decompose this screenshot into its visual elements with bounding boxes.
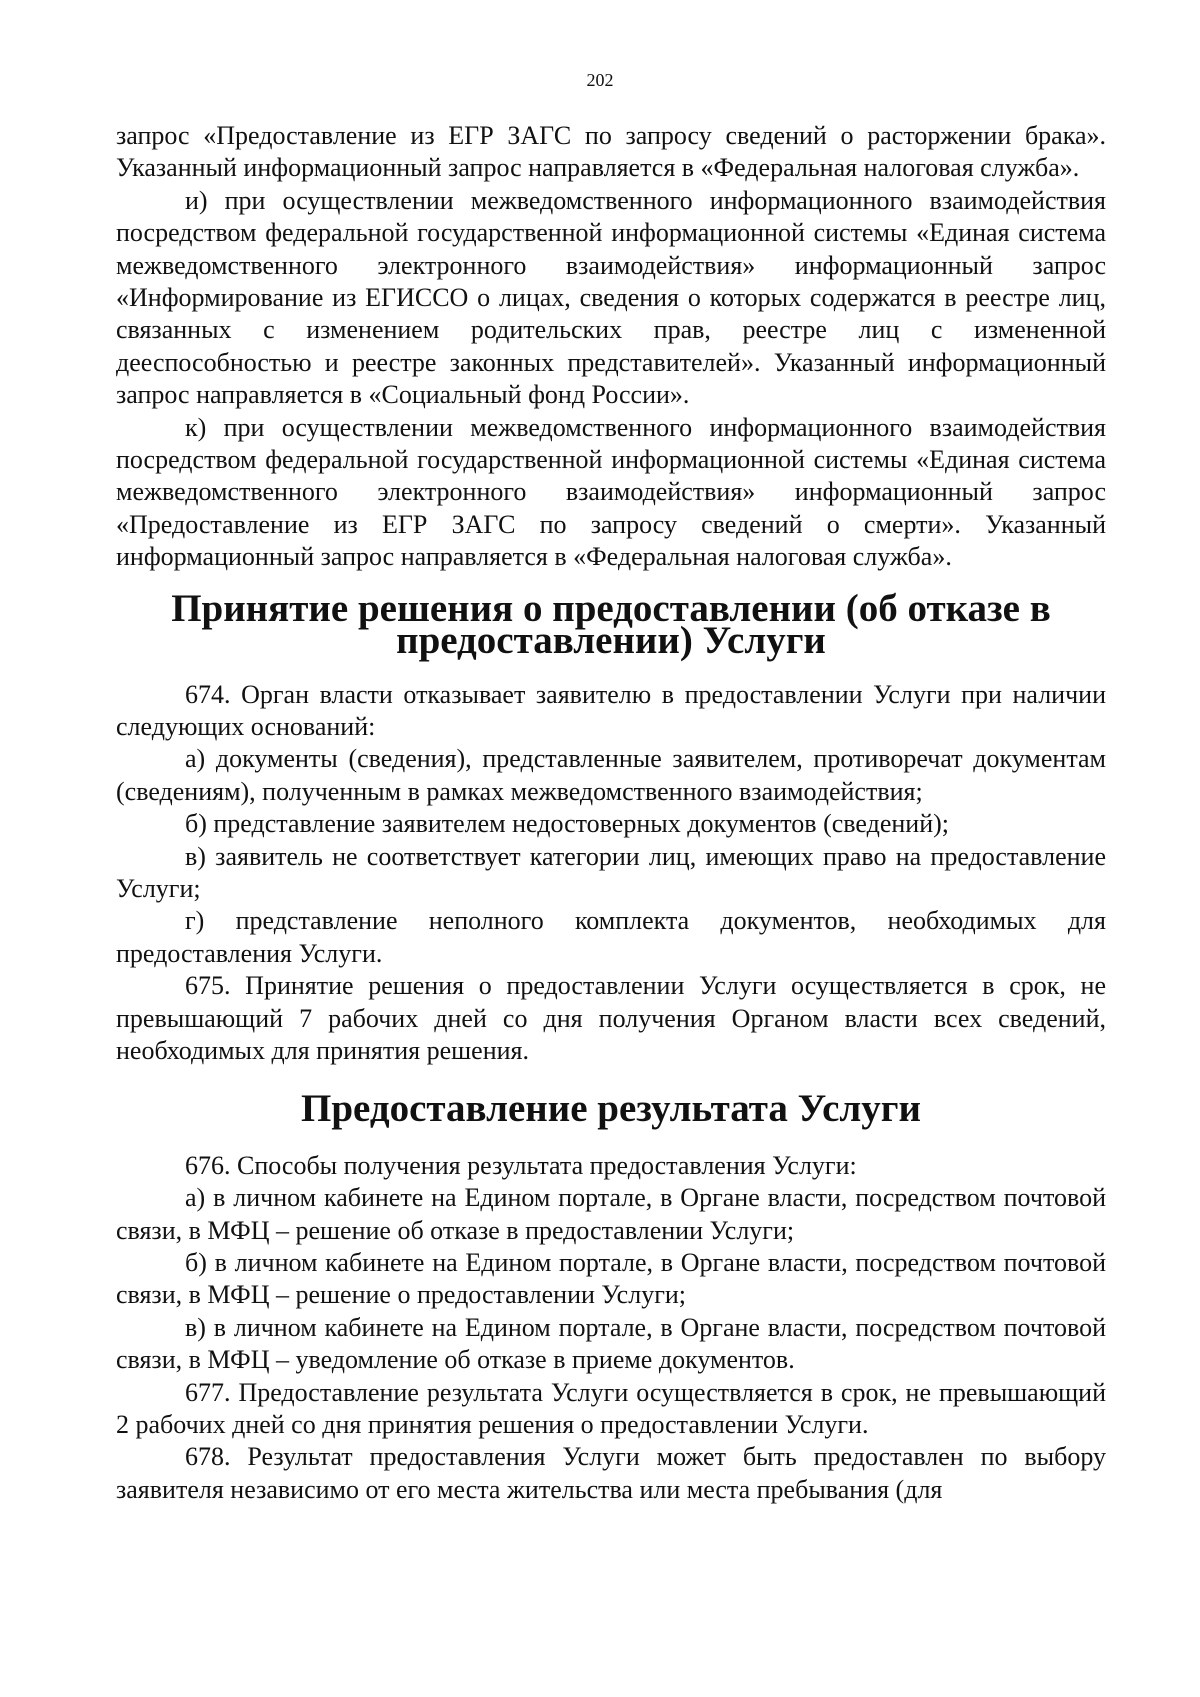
paragraph-674-g: г) представление неполного комплекта документов, необходимых для предоставления Услуги.: [116, 906, 1106, 968]
paragraph-676-v: в) в личном кабинете на Едином портале, в Органе власти, посредством почтовой связи, в МФЦ – уведомление об отказе в приеме документов.: [116, 1312, 1106, 1375]
paragraph-678: 678. Результат предоставления Услуги может быть предоставлен по выбору заявителя независимо от его места жительства или места пребывания (для: [116, 1442, 1106, 1504]
section-heading-decision: Принятие решения о предоставлении (об отказе в предоставлении) Услуги: [171, 586, 1051, 663]
paragraph-676-a: а) в личном кабинете на Едином портале, в Органе власти, посредством почтовой связи, в МФЦ – решение об отказе в предоставлении Услуги;: [116, 1183, 1106, 1245]
paragraph-674: 674. Орган власти отказывает заявителю в предоставлении Услуги при наличии следующих оснований:: [116, 679, 1106, 741]
paragraph-676-b: б) в личном кабинете на Едином портале, в Органе власти, посредством почтовой связи, в МФЦ – решение о предоставлении Услуги;: [116, 1248, 1106, 1310]
paragraph-item-k: к) при осуществлении межведомственного информационного взаимодействия посредством федеральной государственной информационной системы «Единая система межведомственного электронного взаимодействия» информационный запрос «Предоставление из ЕГР ЗАГС по запросу сведений о смерти». Указанный информационный запрос направляется в «Федеральная налоговая служба».: [116, 412, 1106, 572]
paragraph-677: 677. Предоставление результата Услуги осуществляется в срок, не превышающий 2 рабочих дней со дня принятия решения о предоставлении Услуги.: [116, 1377, 1106, 1440]
paragraph-674-b: б) представление заявителем недостоверных документов (сведений);: [185, 809, 949, 839]
paragraph-item-i: и) при осуществлении межведомственного информационного взаимодействия посредством федеральной государственной информационной системы «Единая система межведомственного электронного взаимодействия» информационный запрос «Информирование из ЕГИССО о лицах, сведения о которых содержатся в реестре лиц, связанных с изменением родительских прав, реестре лиц с измененной дееспособностью и реестре законных представителей». Указанный информационный запрос направляется в «Социальный фонд России».: [116, 185, 1106, 410]
document-body: [116, 120, 1106, 1506]
paragraph-674-a: а) документы (сведения), представленные заявителем, противоречат документам (сведениям), полученным в рамках межведомственного взаимодействия;: [116, 744, 1106, 806]
page-number: 202: [586, 70, 614, 90]
paragraph-675: 675. Принятие решения о предоставлении Услуги осуществляется в срок, не превышающий 7 рабочих дней со дня получения Органом власти всех сведений, необходимых для принятия решения.: [116, 971, 1106, 1065]
paragraph-continuation: запрос «Предоставление из ЕГР ЗАГС по запросу сведений о расторжении брака». Указанный информационный запрос направляется в «Федеральная налоговая служба».: [116, 121, 1106, 183]
section-heading-result: Предоставление результата Услуги: [301, 1087, 921, 1131]
paragraph-674-v: в) заявитель не соответствует категории лиц, имеющих право на предоставление Услуги;: [116, 841, 1106, 903]
paragraph-676: 676. Способы получения результата предоставления Услуги:: [185, 1150, 857, 1180]
